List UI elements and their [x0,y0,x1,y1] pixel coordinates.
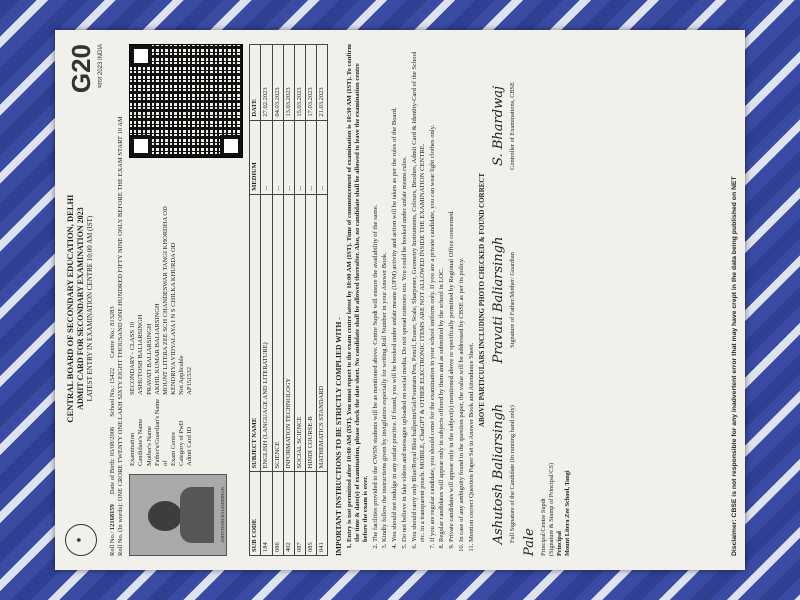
instruction-item: 2. The facilities provided to the CWSN students will be as mentioned above. Centre Supdt will ensure the availability of the same. [372,44,380,542]
principal-signature: Pale [522,528,538,556]
controller-signature: S. Bhardwaj [490,86,506,166]
examination: SECONDARY - CLASS 10 [129,321,137,395]
instruction-item: 1. Entry is not permitted after 10:00 AM (IST). You must report to the exam centre latest by 10:00 AM (IST). Time of commencement of examination is 10:30 AM (IST). To confirm the time & date(s) of examination, please check the date sheet. No candidate shall be allowed thereafter. Also, no candidate shall be allowed to leave the examination centre before the exam is over. [346,44,371,542]
roll-line: Roll No.: 12168159 Date of Birth: 03/08/2006 School No.: 15422 Centre No.: 813283 [109,306,116,556]
candidate-details: Examination SECONDARY - CLASS 10 Candidate's Name ASHUTOSH BALIARSINGH Mother's Name PRAVATI BALIARSINGH Father's/Guardian's Name AKHIL KUMAR BALIARSINGH of MOUNT LITERA ZEE SCH CHANDESWAR TANGI KHORDHA OD Exam Centre KENDRIYA VIDYALAYA I N S CHILKA KHURDA OD Category of PwD Not Applicable Admit Card ID AP151532 [129,166,243,466]
subject-cell: ENGLISH (LANGUAGE AND LITERATURE) [261,194,272,472]
principal-signature-block: Pale Principal/Centre Supdt (Signature & Stamp of Principal/CS) Principal Mount Litera Zee School, Tangi [522,44,571,556]
instruction-item: 10. In case of any ambiguity found in the question paper, the value will be addressed by CBSE as per its policy. [458,44,466,542]
subject-cell: ... [283,120,294,194]
subject-cell: 087 [294,472,305,556]
parent-signature-block: Pravati Baliarsingh Signature of Father/Mother/ Guardian [491,218,517,382]
instructions-list [346,44,476,556]
subject-row [261,45,272,556]
card-title: ADMIT CARD FOR SECONDARY EXAMINATION 2023 [75,207,85,410]
instruction-item: 7. If you are regular candidate, you should come for the examination in your school uniform only. If you are a private candidate, you can wear light clothes only. [429,44,437,542]
exam-centre: KENDRIYA VIDYALAYA I N S CHILKA KHURDA OD [169,242,177,395]
subject-cell: 15.03.2023 [294,45,305,121]
subjects-header-cell: MEDIUM [250,120,261,194]
cbse-logo-icon: ✺ [65,524,97,556]
qr-code-icon [129,44,243,158]
admit-card-rotated [55,30,745,570]
subject-row [272,45,283,556]
subject-cell: 04.03.2023 [272,45,283,121]
disclaimer: Disclaimer: CBSE is not responsible for any inadvertent error that may have crept in the data being published on NET [730,176,738,556]
subject-cell: INFORMATION TECHNOLOGY [283,194,294,472]
subject-cell: 041 [317,472,328,556]
principal-stamp: Principal [556,531,564,556]
candidate-signature: Ashutosh Baliarsingh [490,403,506,545]
subject-row [294,45,305,556]
instruction-item: 9. Private candidates will appear only in the subject(s) mentioned above or specifically permitted by Regional Office concerned. [448,44,456,542]
subjects-table [249,44,328,556]
subjects-header-cell: DATE [250,45,261,121]
subject-cell: ... [272,120,283,194]
subject-cell: 184 [261,472,272,556]
candidate-signature-block: Ashutosh Baliarsingh Full Signature of the Candidate (In running hand only) [491,392,517,556]
instruction-item: 3. Kindly follow the instructions given by invigilators especially for writing Roll Number in your Answer Book. [381,44,389,542]
subject-cell: 27.02.2023 [261,45,272,121]
entry-note: LATEST ENTRY IN EXAMINATION CENTRE 10:00 AM (IST) [85,215,94,402]
g20-logo: G20 भारत 2023 INDIA [66,44,104,94]
subject-cell: 402 [283,472,294,556]
roll-words: Roll No. (In words): ONE CRORE TWENTY ONE LAKH SIXTY EIGHT THOUSAND ONE HUNDRED FIFTY NINE ONLY BEFORE THE EXAM START 10 AM [117,116,125,556]
subject-row [283,45,294,556]
subject-cell: ... [261,120,272,194]
instruction-item: 8. Regular candidates will appear only in subjects offered by them and as submitted by the school in LOC. [438,44,446,542]
instruction-item: 4. You should not indulge in any unfair practice. If found, you will be booked under unfair means (UFM) activity and action will be taken as per the rules of the Board. [391,44,399,542]
admit-card [55,30,745,570]
subject-cell: ... [305,120,316,194]
subjects-header-cell: SUB CODE [250,472,261,556]
subject-cell: ... [294,120,305,194]
verification-line: ABOVE PARTICULARS INCLUDING PHOTO CHECKED & FOUND CORRECT [477,172,486,428]
school-stamp: Mount Litera Zee School, Tangi [563,470,571,556]
instruction-item: 6. You should carry only Blue/Royal Blue ballpoint/Gel/Fountain Pen, Pencil, Eraser, Scale, Sharpener, Geometry Instruments, Colours, Brushes, Admit Card & Identity-Card of the School etc. in a transparent pouch. MOBILE, ChatGPT & OTHER ELECTRONIC ITEMS ARE NOT ALLOWED INSIDE THE EXAMINATION CENTRE. [411,44,427,542]
date-of-birth: 03/08/2006 [109,426,116,457]
subject-cell: HINDI COURSE-B [305,194,316,472]
school-number: 15422 [109,367,116,385]
instructions-title: IMPORTANT INSTRUCTIONS TO BE STRICTLY COMPLIED WITH - [334,317,344,556]
subject-cell: ... [317,120,328,194]
instruction-item: 11. Mention correct Question Paper Set in Answer Book and Attendance Sheet. [468,44,476,542]
pwd-category: Not Applicable [178,355,185,395]
subject-cell: MATHEMATICS STANDARD [317,194,328,472]
instruction-item: 5. Do not believe in fake videos and messages uploaded on social media. Do not spread rumours too. You could be booked under unfair means rules. [401,44,409,542]
subjects-header-cell: SUBJECT NAME [250,194,261,472]
board-name: CENTRAL BOARD OF SECONDARY EDUCATION, DELHI [65,194,75,423]
father-name: AKHIL KUMAR BALIARSINGH [153,303,161,395]
subject-row [317,45,328,556]
subject-cell: 086 [272,472,283,556]
subject-cell: 085 [305,472,316,556]
subject-cell: 13.03.2023 [283,45,294,121]
admit-card-id: AP151532 [186,367,194,395]
subject-cell: SOCIAL SCIENCE [294,194,305,472]
candidate-name: ASHUTOSH BALIARSINGH [137,314,145,395]
controller-signature-block: S. Bhardwaj Controller of Examinations, CBSE [491,44,517,208]
subject-cell: SCIENCE [272,194,283,472]
subject-cell: 17.03.2023 [305,45,316,121]
subject-cell: 21.03.2023 [317,45,328,121]
school-name: MOUNT LITERA ZEE SCH CHANDESWAR TANGI KHORDHA OD [161,206,169,395]
candidate-photo: ASHUTOSH BALIARSINGH [129,474,227,556]
card-header [65,44,105,556]
mother-name: PRAVATI BALIARSINGH [145,323,153,395]
roll-number: 12168159 [109,504,116,531]
centre-number: 813283 [109,306,116,326]
signature-row [491,44,517,556]
parent-signature: Pravati Baliarsingh [490,236,506,364]
subject-row [305,45,316,556]
